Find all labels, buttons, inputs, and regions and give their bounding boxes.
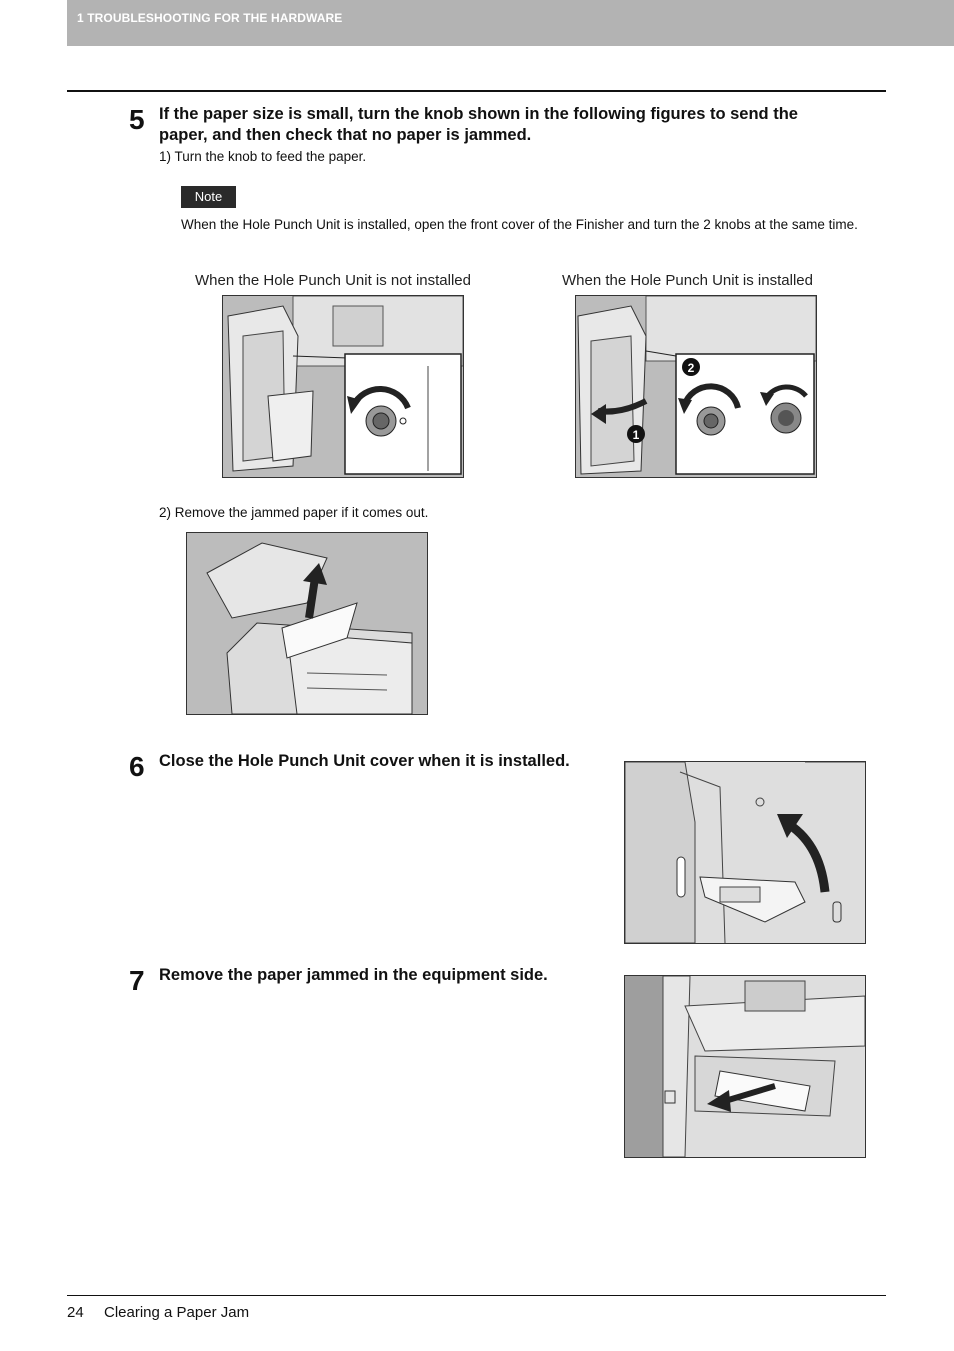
hole-punch-knobs-illustration: [575, 295, 817, 478]
section-header-bar: [67, 0, 954, 46]
step-title-line1: If the paper size is small, turn the knob shown in the following figures to send the: [159, 105, 798, 123]
top-rule: [67, 90, 886, 92]
section-header-text: 1 TROUBLESHOOTING FOR THE HARDWARE: [77, 11, 343, 25]
footer-rule: [67, 1295, 886, 1296]
finisher-knob-illustration: [222, 295, 464, 478]
note-badge: Note: [181, 186, 236, 208]
note-text: When the Hole Punch Unit is installed, open the front cover of the Finisher and turn the 2 knobs at the same time.: [181, 217, 858, 232]
callout-marker-2: 2: [687, 361, 695, 375]
hole-punch-cover-illustration: [624, 761, 866, 944]
step-number: 6: [129, 751, 145, 782]
step-number: 5: [129, 104, 145, 135]
substep-text: 1) Turn the knob to feed the paper.: [159, 149, 367, 164]
substep-text: 2) Remove the jammed paper if it comes out.: [159, 505, 429, 520]
footer-chapter-title: Clearing a Paper Jam: [104, 1304, 250, 1321]
step-title: Remove the paper jammed in the equipment side.: [159, 966, 548, 984]
jammed-paper-finisher-illustration: [186, 532, 428, 715]
figure-caption-not-installed: When the Hole Punch Unit is not installed: [195, 272, 471, 289]
equipment-jam-illustration: [624, 975, 866, 1158]
step-title-line2: paper, and then check that no paper is jammed.: [159, 126, 532, 144]
callout-marker-1: 1: [632, 428, 640, 442]
step-title: Close the Hole Punch Unit cover when it is installed.: [159, 752, 570, 770]
step-number: 7: [129, 965, 145, 996]
page-number: 24: [67, 1304, 84, 1321]
figure-caption-installed: When the Hole Punch Unit is installed: [562, 272, 813, 289]
